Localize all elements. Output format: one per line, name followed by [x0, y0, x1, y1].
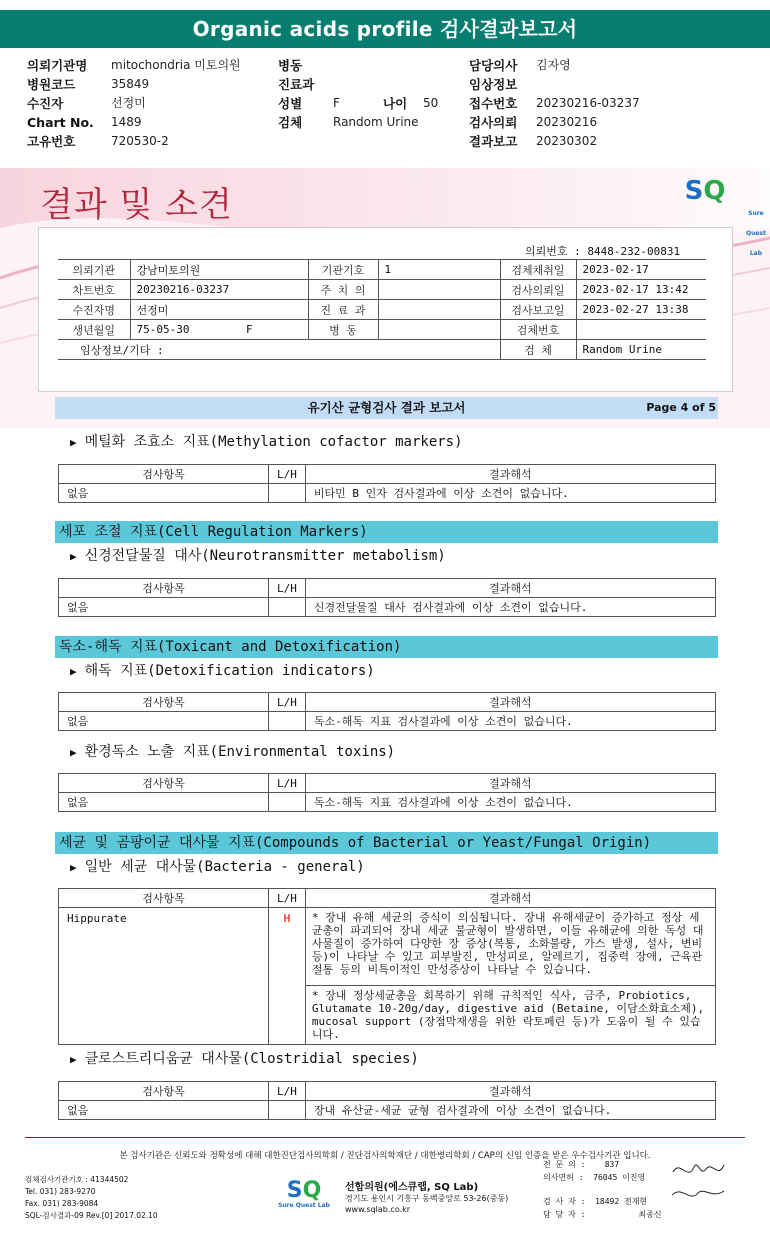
info-value: 2023-02-17 — [576, 260, 706, 280]
report-title: Organic acids profile 검사결과보고서 — [192, 17, 578, 41]
result-table-environmental — [58, 773, 716, 812]
info-key: 의뢰기관 — [58, 260, 130, 280]
info-value — [378, 320, 500, 340]
subsection-title: 신경전달물질 대사(Neurotransmitter metabolism) — [84, 548, 446, 564]
footer-center — [345, 1182, 508, 1215]
result-table-bacteria — [58, 888, 716, 1045]
col-header: 검사항목 — [59, 465, 269, 484]
lh-cell — [269, 712, 306, 731]
info-key: 진 료 과 — [308, 300, 378, 320]
info-value: 2023-02-17 13:42 — [576, 280, 706, 300]
item-cell: Hippurate — [59, 908, 269, 1045]
info-row — [58, 320, 706, 340]
table-row — [59, 793, 716, 812]
label: 결과보고 — [469, 134, 518, 149]
label: 임상정보 — [469, 77, 518, 92]
label: 병원코드 — [27, 77, 76, 92]
info-value — [576, 320, 706, 340]
interpretation-cell: 장내 유산균-세균 균형 검사결과에 이상 소견이 없습니다. — [305, 1101, 715, 1120]
col-header: 검사항목 — [59, 1082, 269, 1101]
info-value: 2023-02-27 13:38 — [576, 300, 706, 320]
spacer — [543, 1184, 662, 1196]
value: F — [333, 96, 340, 110]
info-value — [378, 300, 500, 320]
section-cell-regulation: 세포 조절 지표(Cell Regulation Markers) — [55, 521, 718, 543]
col-header: 검사항목 — [59, 579, 269, 598]
info-value: 75-05-30 — [130, 320, 240, 340]
col-header: L/H — [269, 889, 306, 908]
table-header-row — [59, 889, 716, 908]
label: 의뢰기관명 — [27, 58, 88, 73]
col-header: 결과해석 — [305, 889, 715, 908]
table-row — [59, 712, 716, 731]
info-key: 생년월일 — [58, 320, 130, 340]
table-row — [59, 484, 716, 503]
col-header: 결과해석 — [305, 579, 715, 598]
table-header-row — [59, 693, 716, 712]
info-key: 수진자명 — [58, 300, 130, 320]
header-col2 — [278, 56, 438, 132]
patient-info-table — [58, 259, 706, 360]
col-header: L/H — [269, 1082, 306, 1101]
value: 35849 — [111, 77, 150, 91]
footer-signatories — [543, 1159, 662, 1221]
triangle-icon: ▶ — [70, 861, 77, 874]
subsection-title: 일반 세균 대사물(Bacteria - general) — [84, 859, 365, 875]
info-key: 검체번호 — [500, 320, 576, 340]
label: 진료과 — [278, 77, 315, 92]
info-key: 차트번호 — [58, 280, 130, 300]
item-cell: 없음 — [59, 1101, 269, 1120]
info-row — [58, 280, 706, 300]
lh-cell — [269, 598, 306, 617]
interpretation-cell: 독소-해독 지표 검사결과에 이상 소견이 없습니다. — [305, 712, 715, 731]
info-key: 주 치 의 — [308, 280, 378, 300]
table-header-row — [59, 579, 716, 598]
label: 담당의사 — [469, 58, 518, 73]
col-header: L/H — [269, 774, 306, 793]
age-value: 50 — [423, 96, 439, 110]
report-subtitle-bar — [55, 397, 718, 419]
col-header: 결과해석 — [305, 774, 715, 793]
col-header: 검사항목 — [59, 693, 269, 712]
value: 720530-2 — [111, 134, 169, 148]
lh-flag-high: H — [269, 908, 306, 1045]
info-value: Random Urine — [576, 340, 706, 360]
triangle-icon: ▶ — [70, 436, 77, 449]
info-key: 병 동 — [308, 320, 378, 340]
label: Chart No. — [27, 115, 94, 130]
info-value: 1 — [378, 260, 500, 280]
lab-website: www.sqlab.co.kr — [345, 1205, 411, 1214]
interpretation-cell: * 장내 정상세균총을 회복하기 위해 규칙적인 식사, 금주, Probiotics, Glutamate 10-20g/day, digestive aid (Betaine, 이담소화효소제), mucosal support (장점막재생을 위한 락토페린 등)가 도움이 될 수 있습니다. — [305, 986, 715, 1045]
value: 1489 — [111, 115, 142, 129]
logo-text: SQ — [684, 176, 726, 206]
label: 고유번호 — [27, 134, 76, 149]
result-table-neurotransmitter — [58, 578, 716, 617]
info-value — [378, 280, 500, 300]
label: 수진자 — [27, 96, 64, 111]
info-row — [58, 340, 706, 360]
footer-text: 검 사 자 : 18492 전재현 — [543, 1197, 648, 1206]
triangle-icon: ▶ — [70, 665, 77, 678]
interpretation-cell: 신경전달물질 대사 검사결과에 이상 소견이 없습니다. — [305, 598, 715, 617]
triangle-icon: ▶ — [70, 550, 77, 563]
footer-text: Tel. 031) 283-9270 — [25, 1187, 96, 1196]
value: 20230302 — [536, 134, 598, 148]
footer-logo — [276, 1180, 332, 1209]
label: 성별 — [278, 96, 303, 111]
table-header-row — [59, 1082, 716, 1101]
section-bacterial: 세균 및 곰팡이균 대사물 지표(Compounds of Bacterial or Yeast/Fungal Origin) — [55, 832, 718, 854]
value: 김자영 — [536, 58, 571, 72]
info-key: 검사의뢰일 — [500, 280, 576, 300]
col-header: 결과해석 — [305, 465, 715, 484]
label: 검사의뢰 — [469, 115, 518, 130]
label: 접수번호 — [469, 96, 518, 111]
info-key: 임상정보/기타 : — [58, 340, 500, 360]
lh-cell — [269, 793, 306, 812]
info-key: 검체채취일 — [500, 260, 576, 280]
col-header: L/H — [269, 465, 306, 484]
value: 선정미 — [111, 96, 146, 110]
report-subtitle: 유기산 균형검사 결과 보고서 — [307, 400, 466, 415]
lh-cell — [269, 484, 306, 503]
subsection-methylation — [70, 432, 463, 453]
section-toxicant: 독소-해독 지표(Toxicant and Detoxification) — [55, 636, 718, 658]
result-table-detox — [58, 692, 716, 731]
lab-address: 경기도 용인시 기흥구 동백중앙로 53-26(중동) — [345, 1194, 509, 1203]
accreditation-note: 본 검사기관은 신뢰도와 정확성에 대해 대한진단검사의학회 / 진단검사의학재단 / 대한병리학회 / CAP의 신임 인증을 받은 우수검사기관 입니다. — [119, 1151, 651, 1161]
subsection-title: 클로스트리디움균 대사물(Clostridial species) — [84, 1051, 419, 1067]
lab-name: 선함의원(에스큐랩, SQ Lab) — [345, 1182, 479, 1193]
subsection-detox — [70, 661, 375, 682]
item-cell: 없음 — [59, 598, 269, 617]
result-table-methylation — [58, 464, 716, 503]
subsection-neurotransmitter — [70, 546, 446, 567]
info-key: 검 체 — [500, 340, 576, 360]
label: 병동 — [278, 58, 303, 73]
col-header: L/H — [269, 693, 306, 712]
table-row — [59, 1101, 716, 1120]
triangle-icon: ▶ — [70, 746, 77, 759]
info-row — [58, 300, 706, 320]
table-row — [59, 908, 716, 986]
info-sex: F — [240, 320, 308, 340]
signature-graphic — [668, 1157, 728, 1207]
logo-subtitle: Sure Quest Lab — [278, 1202, 330, 1209]
footer-text: 의사면허 : 76045 이진영 — [543, 1172, 646, 1182]
info-value: 선정미 — [130, 300, 308, 320]
triangle-icon: ▶ — [70, 1053, 77, 1066]
lh-cell — [269, 1101, 306, 1120]
footer-text: 검체검사기관기호 : 41344502 — [25, 1175, 129, 1184]
page-indicator: Page 4 of 5 — [646, 401, 716, 414]
label: 검체 — [278, 115, 303, 130]
sq-logo — [676, 176, 766, 257]
report-title-bar — [0, 10, 770, 48]
table-row — [59, 598, 716, 617]
footer-divider — [25, 1137, 745, 1138]
interpretation-cell: * 장내 유해 세균의 증식이 의심됩니다. 장내 유해세균이 증가하고 정상 세균총이 파괴되어 장내 세균 불균형이 발생하면, 이들 유해균에 의한 독성 대사물질이 증가하여 다양한 장 증상(복통, 소화불량, 가스 발생, 설사, 변비 등)이 나타날 수 있고 피부발진, 만성피로, 알레르기, 집중력 장애, 근육관절통 등의 비특이적인 만성증상이 나타날 수 있습니다. — [305, 908, 715, 986]
footer-text: SQL-검사결과-09 Rev.[0] 2017.02.10 — [25, 1211, 158, 1220]
col-header: 검사항목 — [59, 774, 269, 793]
interpretation-cell: 비타민 B 인자 검사결과에 이상 소견이 없습니다. — [305, 484, 715, 503]
col-header: L/H — [269, 579, 306, 598]
header-col3 — [469, 56, 640, 151]
info-value: 강남미토의원 — [130, 260, 308, 280]
logo-text: SQ — [286, 1178, 322, 1203]
footer-left — [25, 1174, 158, 1222]
col-header: 결과해석 — [305, 1082, 715, 1101]
subsection-clostridial — [70, 1049, 419, 1070]
subsection-title: 메틸화 조효소 지표(Methylation cofactor markers) — [84, 434, 463, 450]
subsection-title: 환경독소 노출 지표(Environmental toxins) — [84, 744, 396, 760]
subsection-title: 해독 지표(Detoxification indicators) — [84, 663, 375, 679]
value: 20230216-03237 — [536, 96, 640, 110]
header-col1 — [27, 56, 241, 151]
col-header: 검사항목 — [59, 889, 269, 908]
result-table-clostridial — [58, 1081, 716, 1120]
info-row — [58, 260, 706, 280]
item-cell: 없음 — [59, 712, 269, 731]
results-heading: 결과 및 소견 — [40, 185, 233, 225]
item-cell: 없음 — [59, 484, 269, 503]
table-header-row — [59, 465, 716, 484]
request-number: 의뢰번호 : 8448-232-00831 — [525, 245, 681, 258]
age-label: 나이 — [383, 96, 408, 111]
info-value: 20230216-03237 — [130, 280, 308, 300]
info-key: 기관기호 — [308, 260, 378, 280]
footer-text: 전 문 의 : 837 — [543, 1160, 620, 1169]
value: mitochondria 미토의원 — [111, 58, 241, 72]
value: Random Urine — [333, 115, 419, 129]
item-cell: 없음 — [59, 793, 269, 812]
footer-text: Fax. 031) 283-9084 — [25, 1199, 99, 1208]
value: 20230216 — [536, 115, 598, 129]
col-header: 결과해석 — [305, 693, 715, 712]
interpretation-cell: 독소-해독 지표 검사결과에 이상 소견이 없습니다. — [305, 793, 715, 812]
table-header-row — [59, 774, 716, 793]
logo-subtitle: Sure Quest Lab — [746, 210, 766, 257]
info-key: 검사보고일 — [500, 300, 576, 320]
subsection-bacteria-general — [70, 857, 365, 878]
subsection-environmental — [70, 742, 395, 763]
footer-text: 담 당 자 : 최종신 — [543, 1209, 662, 1219]
